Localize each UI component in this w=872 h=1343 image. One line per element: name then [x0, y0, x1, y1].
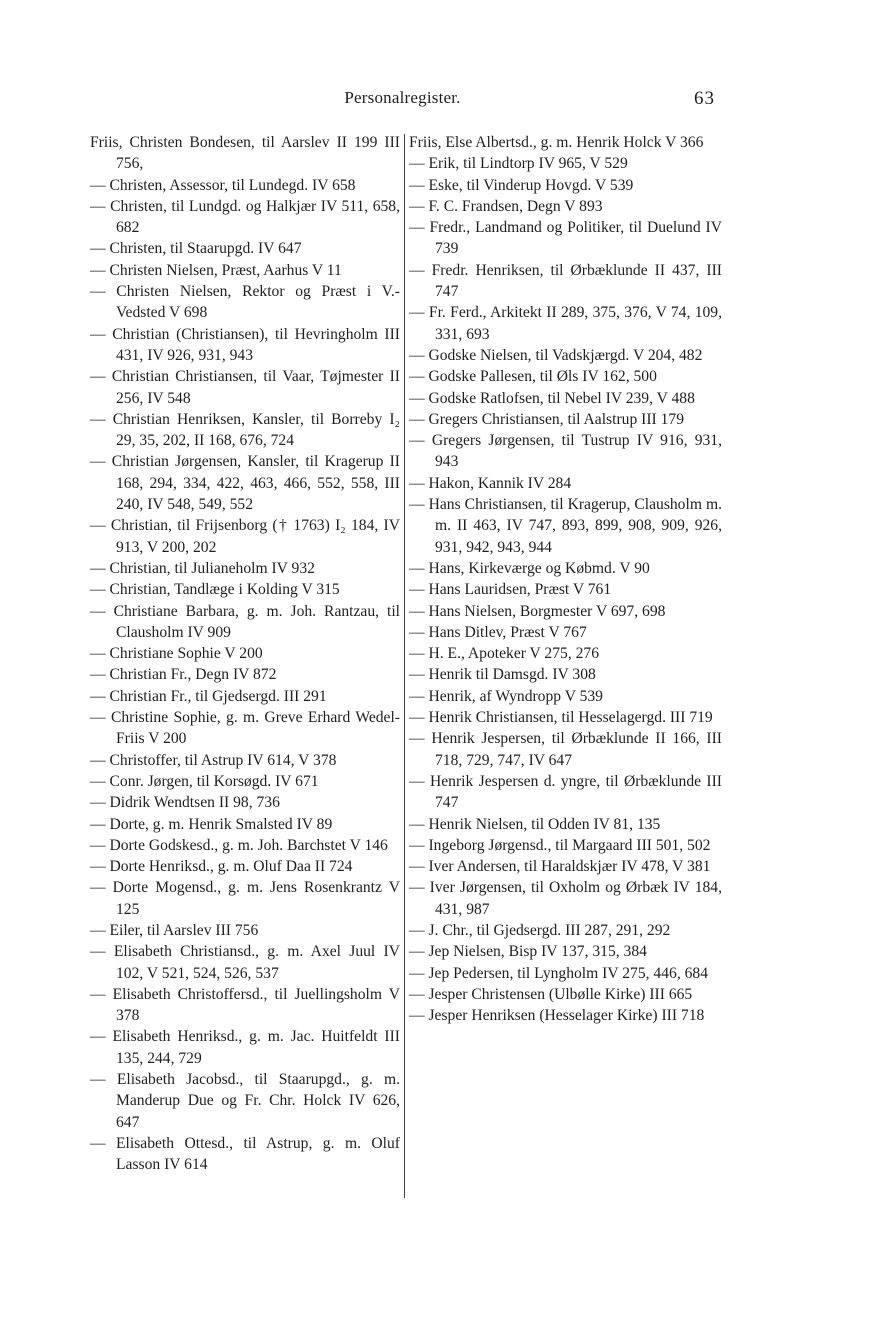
index-entry: — Christoffer, til Astrup IV 614, V 378 — [90, 751, 337, 769]
index-entry: — Jesper Henriksen (Hesselager Kirke) III 718 — [409, 1007, 705, 1025]
index-entry: — Christian, Tandlæge i Kolding V 315 — [90, 581, 340, 599]
index-entry: — Christen, til Lundgd. og Halkjær IV 511, 658, 682 — [90, 197, 400, 237]
index-entry: — Ingeborg Jørgensd., til Margaard III 501, 502 — [409, 836, 711, 854]
index-entry: Friis, Christen Bondesen, til Aarslev II 199 III 756, — [90, 134, 400, 173]
index-entry: — Christen, Assessor, til Lundegd. IV 658 — [90, 176, 356, 194]
index-entry: — J. Chr., til Gjedsergd. III 287, 291, 292 — [409, 921, 671, 939]
index-entry: — Fredr. Henriksen, til Ørbæklunde II 437, III 747 — [409, 261, 722, 301]
index-entry: — Christian (Christiansen), til Hevringholm III 431, IV 926, 931, 943 — [90, 325, 400, 364]
index-entry: — Christian, til Frijsenborg († 1763) I₂ 184, IV 913, V 200, 202 — [90, 517, 400, 556]
right-column — [409, 132, 722, 1026]
index-entry: — Elisabeth Jacobsd., til Staarupgd., g. m. Manderup Due og Fr. Chr. Holck IV 626, 647 — [90, 1071, 400, 1131]
index-entry: — Christian Jørgensen, Kansler, til Kragerup II 168, 294, 334, 422, 463, 466, 552, 558, III 240, IV 548, 549, 552 — [90, 453, 400, 514]
index-entry: — Henrik til Damsgd. IV 308 — [409, 666, 596, 684]
index-entry: — Henrik Jespersen, til Ørbæklunde II 166, III 718, 729, 747, IV 647 — [409, 730, 722, 769]
index-entry: — Christen Nielsen, Rektor og Præst i V.-Vedsted V 698 — [90, 283, 400, 322]
index-entry: — Jesper Christensen (Ulbølle Kirke) III 665 — [409, 985, 693, 1003]
index-entry: — Gregers Jørgensen, til Tustrup IV 916, 931, 943 — [409, 432, 722, 471]
index-entry: Friis, Else Albertsd., g. m. Henrik Holck V 366 — [409, 134, 704, 151]
index-entry: — Christian Fr., Degn IV 872 — [90, 666, 277, 684]
index-entry: — Hakon, Kannik IV 284 — [409, 474, 572, 492]
index-entry: — Henrik Nielsen, til Odden IV 81, 135 — [409, 815, 661, 833]
index-entry: — Jep Nielsen, Bisp IV 137, 315, 384 — [409, 943, 647, 961]
index-entry: — Christiane Barbara, g. m. Joh. Rantzau, til Clausholm IV 909 — [90, 602, 400, 641]
page-number: 63 — [694, 88, 715, 109]
index-entry: — Henrik Jespersen d. yngre, til Ørbæklunde III 747 — [409, 772, 722, 812]
index-entry: — Godske Nielsen, til Vadskjærgd. V 204, 482 — [409, 346, 703, 364]
index-entry: — Hans Lauridsen, Præst V 761 — [409, 581, 612, 599]
index-entry: — Christian Christiansen, til Vaar, Tøjmester II 256, IV 548 — [90, 368, 400, 407]
index-entry: — Godske Ratlofsen, til Nebel IV 239, V 488 — [409, 389, 695, 407]
index-entry: — Dorte Mogensd., g. m. Jens Rosenkrantz V 125 — [90, 879, 400, 918]
index-entry: — Christen, til Staarupgd. IV 647 — [90, 240, 302, 258]
index-entry: — Jep Pedersen, til Lyngholm IV 275, 446, 684 — [409, 964, 709, 982]
index-entry: — Christine Sophie, g. m. Greve Erhard Wedel-Friis V 200 — [90, 709, 400, 748]
index-entry: — F. C. Frandsen, Degn V 893 — [409, 197, 603, 215]
index-entry: — Christian Fr., til Gjedsergd. III 291 — [90, 687, 327, 705]
page-header — [90, 88, 715, 114]
index-entry: — Elisabeth Christoffersd., til Juellingsholm V 378 — [90, 985, 400, 1025]
index-entry: — Christen Nielsen, Præst, Aarhus V 11 — [90, 261, 342, 279]
index-entry: — Hans Ditlev, Præst V 767 — [409, 623, 587, 641]
index-entry: — Hans Christiansen, til Kragerup, Clausholm m. m. II 463, IV 747, 893, 899, 908, 909, 926, 931, 942, 943, 944 — [409, 496, 722, 556]
index-entry: — Elisabeth Ottesd., til Astrup, g. m. Oluf Lasson IV 614 — [90, 1134, 400, 1174]
index-entry: — Hans, Kirkeværge og Købmd. V 90 — [409, 559, 650, 577]
index-entry: — Eske, til Vinderup Hovgd. V 539 — [409, 176, 634, 194]
index-entry: — Conr. Jørgen, til Korsøgd. IV 671 — [90, 772, 319, 790]
index-entry: — Hans Nielsen, Borgmester V 697, 698 — [409, 602, 666, 620]
index-entry: — Iver Andersen, til Haraldskjær IV 478, V 381 — [409, 858, 711, 876]
column-divider — [404, 134, 405, 1198]
index-entry: — Christian, til Julianeholm IV 932 — [90, 559, 315, 577]
index-entry: — Henrik Christiansen, til Hesselagergd. III 719 — [409, 709, 713, 727]
index-entry: — Christiane Sophie V 200 — [90, 645, 263, 663]
index-entry: — Iver Jørgensen, til Oxholm og Ørbæk IV 184, 431, 987 — [409, 879, 722, 918]
running-title: Personalregister. — [344, 88, 461, 107]
index-entry: — H. E., Apoteker V 275, 276 — [409, 645, 600, 663]
index-entry: — Godske Pallesen, til Øls IV 162, 500 — [409, 368, 657, 386]
index-entry: — Elisabeth Christiansd., g. m. Axel Juul IV 102, V 521, 524, 526, 537 — [90, 943, 400, 982]
index-entry: — Dorte Henriksd., g. m. Oluf Daa II 724 — [90, 858, 353, 876]
index-entry: — Erik, til Lindtorp IV 965, V 529 — [409, 155, 628, 173]
index-entry: — Fr. Ferd., Arkitekt II 289, 375, 376, V 74, 109, 331, 693 — [409, 304, 722, 343]
left-column — [90, 132, 400, 1176]
index-entry: — Dorte Godskesd., g. m. Joh. Barchstet V 146 — [90, 836, 388, 854]
index-entry: — Henrik, af Wyndropp V 539 — [409, 687, 603, 705]
index-entry: — Elisabeth Henriksd., g. m. Jac. Huitfeldt III 135, 244, 729 — [90, 1028, 400, 1067]
index-entry: — Christian Henriksen, Kansler, til Borreby I₂ 29, 35, 202, II 168, 676, 724 — [90, 410, 400, 450]
index-entry: — Dorte, g. m. Henrik Smalsted IV 89 — [90, 815, 333, 833]
index-entry: — Didrik Wendtsen II 98, 736 — [90, 794, 280, 812]
index-entry: — Eiler, til Aarslev III 756 — [90, 921, 259, 939]
index-entry: — Fredr., Landmand og Politiker, til Duelund IV 739 — [409, 219, 722, 258]
index-entry: — Gregers Christiansen, til Aalstrup III 179 — [409, 410, 685, 428]
